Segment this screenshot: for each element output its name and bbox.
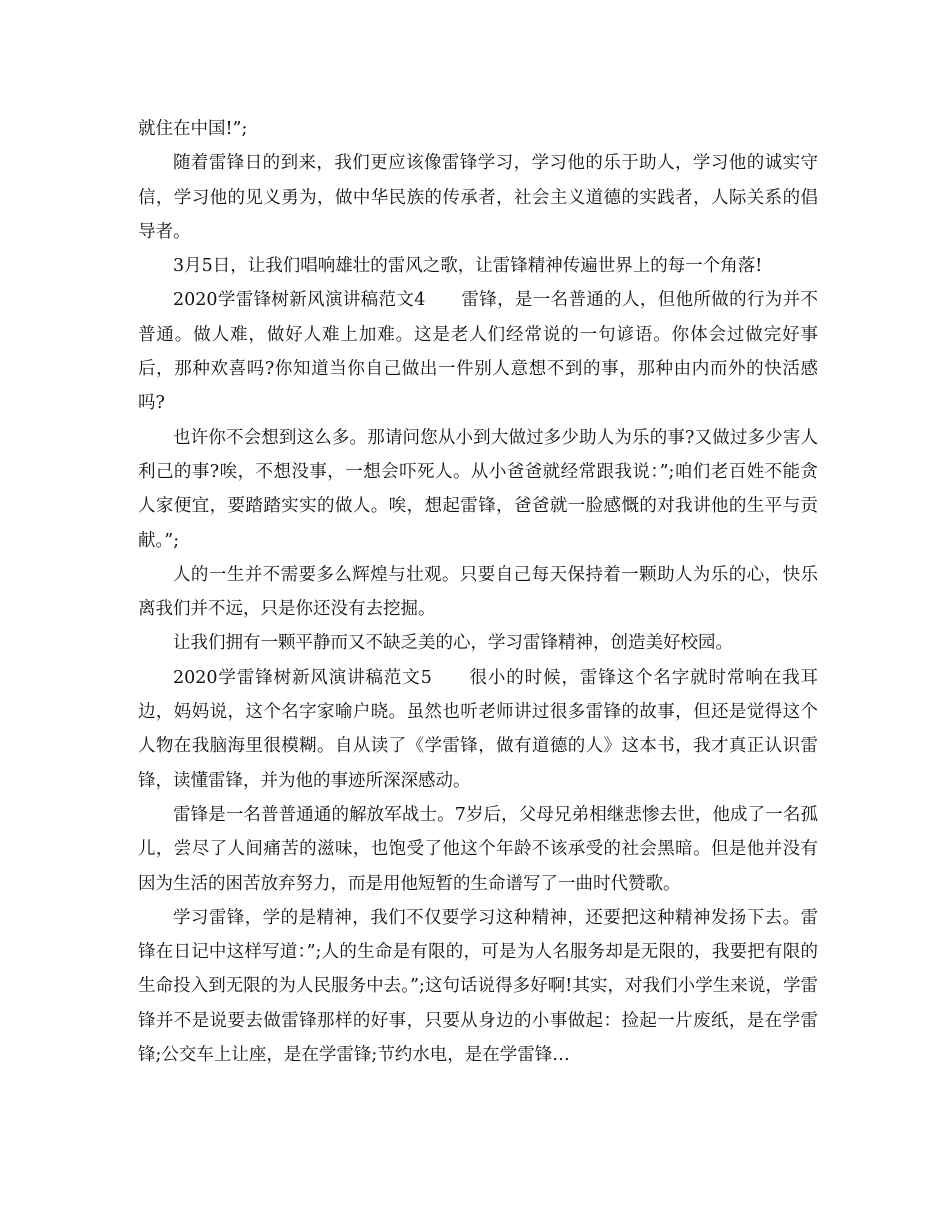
paragraph: 让我们拥有一颗平静而又不缺乏美的心，学习雷锋精神，创造美好校园。	[173, 633, 733, 654]
paragraph: 随着雷锋日的到来，我们更应该像雷锋学习，学习他的乐于助人，学习他的诚实守信，学习他的见义勇为，做中华民族的传承者，社会主义道德的实践者，人际关系的倡导者。	[138, 153, 818, 242]
paragraph-continuation: 就住在中国!”;	[138, 119, 248, 139]
paragraph: 也许你不会想到这么多。那请问您从小到大做过多少助人为乐的事?又做过多少害人利己的事?唉，不想没事，一想会吓死人。从小爸爸就经常跟我说：”;咱们老百姓不能贪人家便宜，要踏踏实实的做人。唉，想起雷锋，爸爸就一脸感慨的对我讲他的生平与贡献。”;	[138, 427, 818, 551]
paragraph: 雷锋是一名普普通通的解放军战士。7岁后，父母兄弟相继悲惨去世，他成了一名孤儿，尝尽了人间痛苦的滋味，也饱受了他这个年龄不该承受的社会黑暗。但是他并没有因为生活的困苦放弃努力，而是用他短暂的生命谱写了一曲时代赞歌。	[138, 804, 818, 894]
paragraph: 学习雷锋，学的是精神，我们不仅要学习这种精神，还要把这种精神发扬下去。雷锋在日记中这样写道：”;人的生命是有限的，可是为人名服务却是无限的，我要把有限的生命投入到无限的为人民服务中去。”;这句话说得多好啊!其实，对我们小学生来说，学雷锋并不是说要去做雷锋那样的好事，只要从身边的小事做起：捡起一片废纸，是在学雷锋;公交车上让座，是在学雷锋;节约水电，是在学雷锋…	[138, 907, 818, 1066]
paragraph: 2020学雷锋树新风演讲稿范文5 很小的时候，雷锋这个名字就时常响在我耳边，妈妈说，这个名字家喻户晓。虽然也听老师讲过很多雷锋的故事，但还是觉得这个人物在我脑海里很模糊。自从读了《学雷锋，做有道德的人》这本书，我才真正认识雷锋，读懂雷锋，并为他的事迹所深深感动。	[138, 667, 818, 791]
paragraph: 3月5日，让我们唱响雄壮的雷风之歌，让雷锋精神传遍世界上的每一个角落!	[173, 256, 763, 277]
paragraph: 2020学雷锋树新风演讲稿范文4 雷锋，是一名普通的人，但他所做的行为并不普通。做人难，做好人难上加难。这是老人们经常说的一句谚语。你体会过做完好事后，那种欢喜吗?你知道当你自己做出一件别人意想不到的事，那种由内而外的快活感吗?	[138, 290, 818, 414]
paragraph: 人的一生并不需要多么辉煌与壮观。只要自己每天保持着一颗助人为乐的心，快乐离我们并不远，只是你还没有去挖掘。	[138, 564, 818, 620]
document-body	[138, 112, 818, 1072]
